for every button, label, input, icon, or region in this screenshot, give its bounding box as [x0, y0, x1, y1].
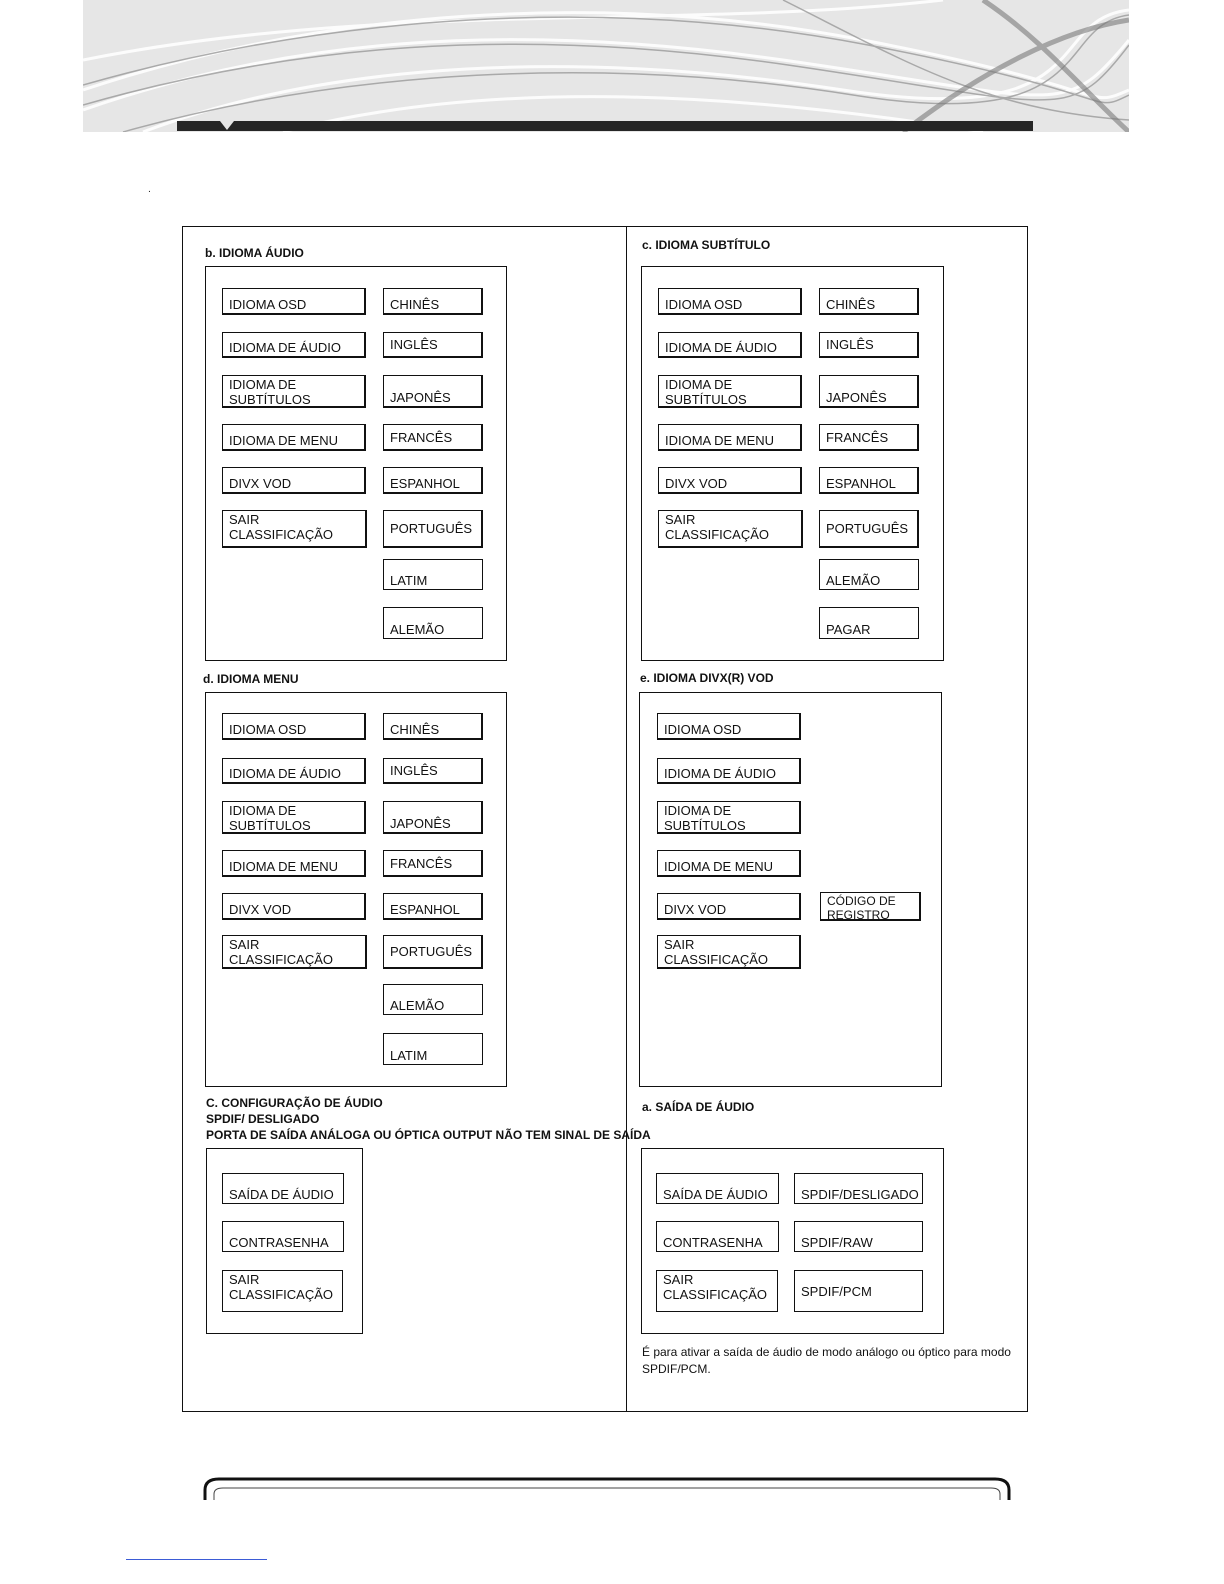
option-spanish[interactable]: ESPANHOL: [383, 467, 483, 494]
menu-item-subtitle-language[interactable]: IDIOMA DE SUBTÍTULOS: [658, 375, 802, 408]
option-french[interactable]: FRANCÊS: [383, 850, 483, 877]
option-latin[interactable]: LATIM: [383, 559, 483, 590]
option-spdif-off[interactable]: SPDIF/DESLIGADO: [794, 1173, 923, 1204]
option-german[interactable]: ALEMÃO: [819, 559, 919, 590]
panel-audio-language: [205, 266, 507, 661]
heading-audio-language: b. IDIOMA ÁUDIO: [205, 246, 304, 260]
heading-divx-language: e. IDIOMA DIVX(R) VOD: [640, 671, 774, 685]
header-decoration: [83, 0, 1129, 132]
footer-link-underline: [126, 1559, 267, 1560]
menu-item-exit-rating[interactable]: SAIR CLASSIFICAÇÃO: [222, 1270, 343, 1312]
menu-item-menu-language[interactable]: IDIOMA DE MENU: [222, 424, 366, 451]
option-pay[interactable]: PAGAR: [819, 607, 919, 639]
stray-dot: .: [148, 185, 151, 195]
menu-item-menu-language[interactable]: IDIOMA DE MENU: [657, 850, 801, 877]
panel-subtitle-language: [641, 266, 944, 661]
menu-item-exit-rating[interactable]: SAIR CLASSIFICAÇÃO: [222, 510, 367, 548]
option-spdif-raw[interactable]: SPDIF/RAW: [794, 1221, 923, 1252]
option-spanish[interactable]: ESPANHOL: [819, 467, 919, 494]
audio-output-note: É para ativar a saída de áudio de modo análogo ou óptico para modo SPDIF/PCM.: [642, 1345, 1011, 1376]
menu-item-osd-language[interactable]: IDIOMA OSD: [222, 713, 366, 740]
menu-item-divx-vod[interactable]: DIVX VOD: [222, 893, 366, 920]
option-portuguese[interactable]: PORTUGUÊS: [383, 935, 483, 969]
option-chinese[interactable]: CHINÊS: [819, 288, 919, 315]
option-latin[interactable]: LATIM: [383, 1033, 483, 1065]
menu-item-audio-language[interactable]: IDIOMA DE ÁUDIO: [222, 332, 366, 358]
option-spdif-pcm[interactable]: SPDIF/PCM: [794, 1270, 923, 1312]
menu-item-audio-language[interactable]: IDIOMA DE ÁUDIO: [658, 332, 802, 358]
heading-audio-setup-spdif: SPDIF/ DESLIGADO: [206, 1112, 320, 1126]
option-chinese[interactable]: CHINÊS: [383, 288, 483, 315]
option-japanese[interactable]: JAPONÊS: [383, 801, 483, 834]
option-english[interactable]: INGLÊS: [383, 332, 483, 358]
option-english[interactable]: INGLÊS: [383, 758, 483, 784]
header-notch: [220, 121, 234, 130]
header-rule: [177, 121, 1033, 131]
menu-item-osd-language[interactable]: IDIOMA OSD: [222, 288, 366, 315]
menu-item-audio-language[interactable]: IDIOMA DE ÁUDIO: [657, 758, 801, 784]
heading-audio-setup: C. CONFIGURAÇÃO DE ÁUDIO: [206, 1096, 383, 1110]
option-portuguese[interactable]: PORTUGUÊS: [819, 510, 919, 548]
heading-audio-output: a. SAÍDA DE ÁUDIO: [642, 1100, 755, 1114]
menu-item-exit-rating[interactable]: SAIR CLASSIFICAÇÃO: [658, 510, 803, 548]
menu-item-password[interactable]: CONTRASENHA: [656, 1221, 779, 1252]
menu-item-password[interactable]: CONTRASENHA: [222, 1221, 344, 1252]
heading-menu-language: d. IDIOMA MENU: [203, 672, 299, 686]
menu-item-exit-rating[interactable]: SAIR CLASSIFICAÇÃO: [657, 935, 801, 969]
footer-bracket: [203, 1476, 1011, 1500]
menu-item-osd-language[interactable]: IDIOMA OSD: [658, 288, 802, 315]
menu-item-exit-rating[interactable]: SAIR CLASSIFICAÇÃO: [656, 1270, 778, 1312]
option-japanese[interactable]: JAPONÊS: [383, 375, 483, 408]
menu-item-exit-rating[interactable]: SAIR CLASSIFICAÇÃO: [222, 935, 367, 969]
option-chinese[interactable]: CHINÊS: [383, 713, 483, 740]
menu-item-subtitle-language[interactable]: IDIOMA DE SUBTÍTULOS: [657, 801, 801, 834]
option-japanese[interactable]: JAPONÊS: [819, 375, 919, 408]
menu-item-divx-vod[interactable]: DIVX VOD: [657, 893, 801, 920]
menu-item-audio-output[interactable]: SAÍDA DE ÁUDIO: [656, 1173, 779, 1204]
menu-item-divx-vod[interactable]: DIVX VOD: [658, 467, 802, 494]
menu-item-subtitle-language[interactable]: IDIOMA DE SUBTÍTULOS: [222, 375, 366, 408]
option-portuguese[interactable]: PORTUGUÊS: [383, 510, 483, 548]
menu-item-divx-vod[interactable]: DIVX VOD: [222, 467, 366, 494]
column-divider: [626, 226, 627, 1411]
panel-divx-language: [639, 692, 942, 1087]
menu-item-menu-language[interactable]: IDIOMA DE MENU: [222, 850, 366, 877]
option-german[interactable]: ALEMÃO: [383, 607, 483, 639]
option-french[interactable]: FRANCÊS: [819, 424, 919, 451]
option-german[interactable]: ALEMÃO: [383, 984, 483, 1015]
option-spanish[interactable]: ESPANHOL: [383, 893, 483, 920]
menu-item-subtitle-language[interactable]: IDIOMA DE SUBTÍTULOS: [222, 801, 366, 834]
menu-item-audio-language[interactable]: IDIOMA DE ÁUDIO: [222, 758, 366, 784]
option-english[interactable]: INGLÊS: [819, 332, 919, 358]
menu-item-menu-language[interactable]: IDIOMA DE MENU: [658, 424, 802, 451]
menu-item-osd-language[interactable]: IDIOMA OSD: [657, 713, 801, 740]
menu-item-audio-output[interactable]: SAÍDA DE ÁUDIO: [222, 1173, 344, 1204]
heading-subtitle-language: c. IDIOMA SUBTÍTULO: [642, 238, 771, 252]
panel-menu-language: [205, 692, 507, 1087]
option-french[interactable]: FRANCÊS: [383, 424, 483, 451]
option-registration-code[interactable]: CÓDIGO DE REGISTRO: [820, 892, 921, 921]
heading-audio-setup-note: PORTA DE SAÍDA ANÁLOGA OU ÓPTICA OUTPUT NÃO TEM SINAL DE SAÍDA: [206, 1128, 651, 1142]
header-swirl-graphic: [83, 0, 1129, 132]
